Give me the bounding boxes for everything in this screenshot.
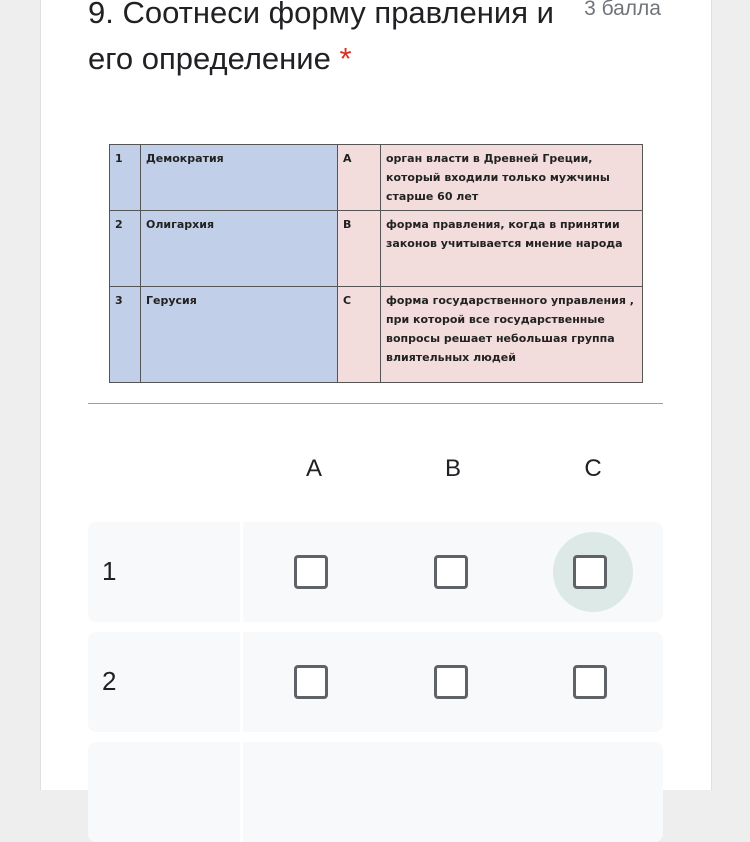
question-image-table (109, 144, 643, 383)
image-cell-term: Олигархия (141, 211, 338, 287)
image-table-row (110, 145, 643, 211)
image-cell-definition: орган власти в Древней Греции, который входили только мужчины старше 60 лет (381, 145, 643, 211)
column-header-a: A (305, 455, 322, 482)
image-cell-term: Герусия (141, 287, 338, 383)
points-label: 3 балла (584, 0, 661, 20)
checkbox-2-c[interactable] (573, 665, 607, 699)
required-asterisk: * (339, 41, 352, 76)
image-cell-letter: C (338, 287, 381, 383)
image-cell-num: 2 (110, 211, 141, 287)
checkbox-1-b[interactable] (434, 555, 468, 589)
image-cell-letter: B (338, 211, 381, 287)
grid-row-3 (88, 742, 663, 842)
row-label: 2 (102, 666, 117, 696)
image-cell-num: 1 (110, 145, 141, 211)
checkbox-2-b[interactable] (434, 665, 468, 699)
grid-row-2 (88, 632, 663, 732)
image-cell-letter: A (338, 145, 381, 211)
image-cell-num: 3 (110, 287, 141, 383)
question-title: 9. Соотнеси форму правления и его определение * (88, 0, 554, 76)
image-table-row (110, 287, 643, 383)
row-label: 1 (102, 556, 117, 586)
image-cell-term: Демократия (141, 145, 338, 211)
checkbox-1-c[interactable] (573, 555, 607, 589)
column-header-b: B (444, 455, 461, 482)
row-separator (240, 632, 243, 732)
divider (88, 403, 663, 404)
grid-row-1 (88, 522, 663, 622)
row-separator (240, 742, 243, 842)
checkbox-1-a[interactable] (294, 555, 328, 589)
checkbox-2-a[interactable] (294, 665, 328, 699)
image-cell-definition: форма государственного управления , при которой все государственные вопросы решает небольшая группа влиятельных людей (381, 287, 643, 383)
column-header-c: C (584, 455, 602, 482)
image-cell-definition: форма правления, когда в принятии законов учитывается мнение народа (381, 211, 643, 287)
image-table-row (110, 211, 643, 287)
row-separator (240, 522, 243, 622)
